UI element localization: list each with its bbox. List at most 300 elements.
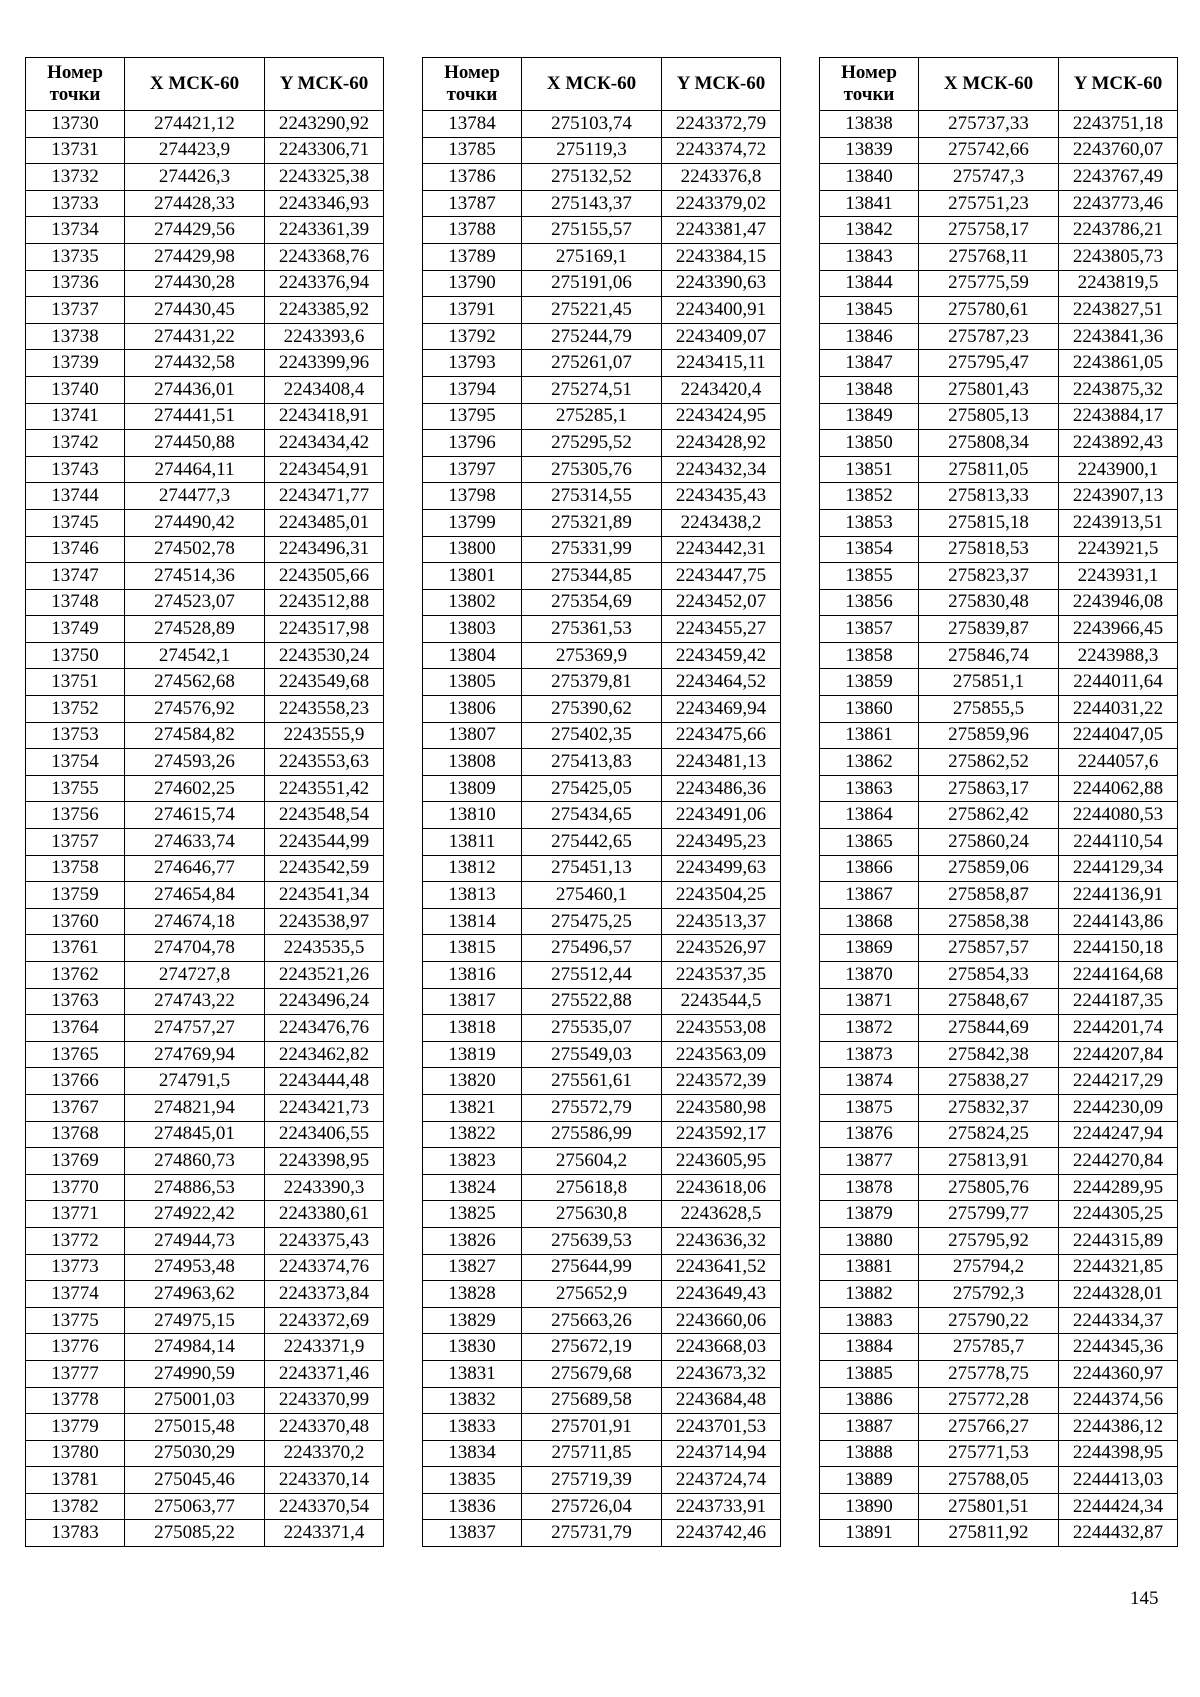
point-number-cell: 13860: [820, 696, 919, 723]
x-coordinate-cell: 275766,27: [919, 1414, 1059, 1441]
y-coordinate-cell: 2243408,4: [265, 376, 384, 403]
table-row: [26, 456, 384, 483]
table-row: [820, 962, 1178, 989]
point-number-cell: 13856: [820, 589, 919, 616]
x-coordinate-cell: 275652,9: [522, 1281, 662, 1308]
table-row: [820, 1360, 1178, 1387]
header-point-number: Номер точки: [820, 58, 919, 111]
y-coordinate-cell: 2243375,43: [265, 1227, 384, 1254]
y-coordinate-cell: 2243370,99: [265, 1387, 384, 1414]
x-coordinate-cell: 275261,07: [522, 350, 662, 377]
table-row: [423, 1121, 781, 1148]
point-number-cell: 13813: [423, 882, 522, 909]
x-coordinate-cell: 275742,66: [919, 137, 1059, 164]
table-row: [26, 775, 384, 802]
y-coordinate-cell: 2244011,64: [1059, 669, 1178, 696]
table-row: [820, 669, 1178, 696]
x-coordinate-cell: 274704,78: [125, 935, 265, 962]
y-coordinate-cell: 2244129,34: [1059, 855, 1178, 882]
point-number-cell: 13763: [26, 988, 125, 1015]
table-body: [26, 111, 384, 1547]
point-number-cell: 13890: [820, 1493, 919, 1520]
point-number-cell: 13811: [423, 829, 522, 856]
table-row: [423, 270, 781, 297]
point-number-cell: 13861: [820, 722, 919, 749]
y-coordinate-cell: 2244334,37: [1059, 1307, 1178, 1334]
point-number-cell: 13823: [423, 1148, 522, 1175]
table-row: [820, 323, 1178, 350]
table-row: [423, 1307, 781, 1334]
table-row: [820, 1094, 1178, 1121]
point-number-cell: 13786: [423, 164, 522, 191]
point-number-cell: 13777: [26, 1360, 125, 1387]
point-number-cell: 13784: [423, 111, 522, 138]
x-coordinate-cell: 275132,52: [522, 164, 662, 191]
point-number-cell: 13789: [423, 243, 522, 270]
point-number-cell: 13848: [820, 376, 919, 403]
table-row: [820, 642, 1178, 669]
y-coordinate-cell: 2243673,32: [662, 1360, 781, 1387]
point-number-cell: 13782: [26, 1493, 125, 1520]
point-number-cell: 13822: [423, 1121, 522, 1148]
y-coordinate-cell: 2243398,95: [265, 1148, 384, 1175]
table-row: [423, 1068, 781, 1095]
y-coordinate-cell: 2243558,23: [265, 696, 384, 723]
x-coordinate-cell: 275295,52: [522, 430, 662, 457]
y-coordinate-cell: 2244047,05: [1059, 722, 1178, 749]
x-coordinate-cell: 275772,28: [919, 1387, 1059, 1414]
y-coordinate-cell: 2243374,72: [662, 137, 781, 164]
x-coordinate-cell: 275824,25: [919, 1121, 1059, 1148]
point-number-cell: 13816: [423, 962, 522, 989]
table-row: [26, 855, 384, 882]
table-row: [26, 616, 384, 643]
table-row: [820, 456, 1178, 483]
x-coordinate-cell: 275321,89: [522, 509, 662, 536]
x-coordinate-cell: 274984,14: [125, 1334, 265, 1361]
point-number-cell: 13844: [820, 270, 919, 297]
point-number-cell: 13749: [26, 616, 125, 643]
point-number-cell: 13830: [423, 1334, 522, 1361]
x-coordinate-cell: 275795,47: [919, 350, 1059, 377]
y-coordinate-cell: 2243373,84: [265, 1281, 384, 1308]
point-number-cell: 13755: [26, 775, 125, 802]
y-coordinate-cell: 2243428,92: [662, 430, 781, 457]
x-coordinate-cell: 275747,3: [919, 164, 1059, 191]
point-number-cell: 13845: [820, 297, 919, 324]
table-row: [820, 350, 1178, 377]
table-row: [423, 669, 781, 696]
x-coordinate-cell: 274757,27: [125, 1015, 265, 1042]
table-row: [820, 243, 1178, 270]
y-coordinate-cell: 2244217,29: [1059, 1068, 1178, 1095]
table-row: [26, 935, 384, 962]
y-coordinate-cell: 2243306,71: [265, 137, 384, 164]
header-x-coordinate: X МСК-60: [125, 58, 265, 111]
y-coordinate-cell: 2244187,35: [1059, 988, 1178, 1015]
y-coordinate-cell: 2243773,46: [1059, 190, 1178, 217]
y-coordinate-cell: 2244345,36: [1059, 1334, 1178, 1361]
point-number-cell: 13743: [26, 456, 125, 483]
point-number-cell: 13736: [26, 270, 125, 297]
y-coordinate-cell: 2243496,31: [265, 536, 384, 563]
x-coordinate-cell: 274727,8: [125, 962, 265, 989]
x-coordinate-cell: 274428,33: [125, 190, 265, 217]
y-coordinate-cell: 2243517,98: [265, 616, 384, 643]
x-coordinate-cell: 274421,12: [125, 111, 265, 138]
y-coordinate-cell: 2243786,21: [1059, 217, 1178, 244]
table-row: [423, 403, 781, 430]
point-number-cell: 13847: [820, 350, 919, 377]
x-coordinate-cell: 275191,06: [522, 270, 662, 297]
x-coordinate-cell: 275522,88: [522, 988, 662, 1015]
x-coordinate-cell: 275143,37: [522, 190, 662, 217]
point-number-cell: 13746: [26, 536, 125, 563]
y-coordinate-cell: 2243485,01: [265, 509, 384, 536]
table-row: [820, 1307, 1178, 1334]
y-coordinate-cell: 2243636,32: [662, 1227, 781, 1254]
table-row: [820, 137, 1178, 164]
point-number-cell: 13834: [423, 1440, 522, 1467]
point-number-cell: 13801: [423, 563, 522, 590]
x-coordinate-cell: 275314,55: [522, 483, 662, 510]
x-coordinate-cell: 275442,65: [522, 829, 662, 856]
x-coordinate-cell: 275857,57: [919, 935, 1059, 962]
point-number-cell: 13849: [820, 403, 919, 430]
y-coordinate-cell: 2243760,07: [1059, 137, 1178, 164]
table-row: [26, 137, 384, 164]
table-row: [820, 1414, 1178, 1441]
table-row: [820, 1281, 1178, 1308]
point-number-cell: 13748: [26, 589, 125, 616]
y-coordinate-cell: 2243370,48: [265, 1414, 384, 1441]
table-row: [820, 1121, 1178, 1148]
x-coordinate-cell: 274431,22: [125, 323, 265, 350]
y-coordinate-cell: 2244062,88: [1059, 775, 1178, 802]
table-row: [26, 1094, 384, 1121]
y-coordinate-cell: 2243649,43: [662, 1281, 781, 1308]
y-coordinate-cell: 2243946,08: [1059, 589, 1178, 616]
point-number-cell: 13870: [820, 962, 919, 989]
point-number-cell: 13835: [423, 1467, 522, 1494]
table-row: [26, 483, 384, 510]
x-coordinate-cell: 274432,58: [125, 350, 265, 377]
table-row: [423, 1201, 781, 1228]
x-coordinate-cell: 275496,57: [522, 935, 662, 962]
y-coordinate-cell: 2243537,35: [662, 962, 781, 989]
point-number-cell: 13859: [820, 669, 919, 696]
table-row: [26, 1121, 384, 1148]
table-row: [26, 642, 384, 669]
x-coordinate-cell: 275460,1: [522, 882, 662, 909]
table-row: [26, 403, 384, 430]
x-coordinate-cell: 274821,94: [125, 1094, 265, 1121]
x-coordinate-cell: 275719,39: [522, 1467, 662, 1494]
point-number-cell: 13798: [423, 483, 522, 510]
table-row: [423, 509, 781, 536]
point-number-cell: 13863: [820, 775, 919, 802]
x-coordinate-cell: 275842,38: [919, 1041, 1059, 1068]
table-row: [423, 1467, 781, 1494]
point-number-cell: 13879: [820, 1201, 919, 1228]
x-coordinate-cell: 275119,3: [522, 137, 662, 164]
table-header-row: [423, 58, 781, 111]
x-coordinate-cell: 275794,2: [919, 1254, 1059, 1281]
y-coordinate-cell: 2243462,82: [265, 1041, 384, 1068]
x-coordinate-cell: 275369,9: [522, 642, 662, 669]
y-coordinate-cell: 2243512,88: [265, 589, 384, 616]
x-coordinate-cell: 275860,24: [919, 829, 1059, 856]
table-row: [423, 908, 781, 935]
x-coordinate-cell: 275425,05: [522, 775, 662, 802]
y-coordinate-cell: 2243444,48: [265, 1068, 384, 1095]
point-number-cell: 13826: [423, 1227, 522, 1254]
table-row: [26, 1440, 384, 1467]
x-coordinate-cell: 274441,51: [125, 403, 265, 430]
point-number-cell: 13840: [820, 164, 919, 191]
point-number-cell: 13850: [820, 430, 919, 457]
y-coordinate-cell: 2243424,95: [662, 403, 781, 430]
point-number-cell: 13832: [423, 1387, 522, 1414]
x-coordinate-cell: 275361,53: [522, 616, 662, 643]
table-row: [26, 1360, 384, 1387]
y-coordinate-cell: 2243370,2: [265, 1440, 384, 1467]
y-coordinate-cell: 2244424,34: [1059, 1493, 1178, 1520]
point-number-cell: 13853: [820, 509, 919, 536]
x-coordinate-cell: 274576,92: [125, 696, 265, 723]
point-number-cell: 13754: [26, 749, 125, 776]
table-row: [26, 430, 384, 457]
table-body: [820, 111, 1178, 1547]
table-row: [820, 616, 1178, 643]
y-coordinate-cell: 2243841,36: [1059, 323, 1178, 350]
table-row: [26, 190, 384, 217]
y-coordinate-cell: 2243481,13: [662, 749, 781, 776]
x-coordinate-cell: 275795,92: [919, 1227, 1059, 1254]
table-row: [820, 1174, 1178, 1201]
table-row: [820, 190, 1178, 217]
table-row: [26, 1254, 384, 1281]
y-coordinate-cell: 2243376,8: [662, 164, 781, 191]
point-number-cell: 13827: [423, 1254, 522, 1281]
y-coordinate-cell: 2243563,09: [662, 1041, 781, 1068]
y-coordinate-cell: 2243454,91: [265, 456, 384, 483]
table-row: [423, 376, 781, 403]
y-coordinate-cell: 2243376,94: [265, 270, 384, 297]
point-number-cell: 13808: [423, 749, 522, 776]
y-coordinate-cell: 2243385,92: [265, 297, 384, 324]
table-row: [820, 563, 1178, 590]
y-coordinate-cell: 2243751,18: [1059, 111, 1178, 138]
table-row: [26, 988, 384, 1015]
point-number-cell: 13745: [26, 509, 125, 536]
x-coordinate-cell: 274523,07: [125, 589, 265, 616]
y-coordinate-cell: 2243668,03: [662, 1334, 781, 1361]
y-coordinate-cell: 2243553,08: [662, 1015, 781, 1042]
x-coordinate-cell: 275390,62: [522, 696, 662, 723]
table-row: [820, 1041, 1178, 1068]
x-coordinate-cell: 275787,23: [919, 323, 1059, 350]
y-coordinate-cell: 2244080,53: [1059, 802, 1178, 829]
table-row: [423, 111, 781, 138]
point-number-cell: 13803: [423, 616, 522, 643]
point-number-cell: 13790: [423, 270, 522, 297]
point-number-cell: 13757: [26, 829, 125, 856]
y-coordinate-cell: 2244374,56: [1059, 1387, 1178, 1414]
point-number-cell: 13833: [423, 1414, 522, 1441]
table-row: [820, 589, 1178, 616]
y-coordinate-cell: 2243370,14: [265, 1467, 384, 1494]
table-row: [26, 270, 384, 297]
table-row: [423, 988, 781, 1015]
table-body: [423, 111, 781, 1547]
table-row: [26, 882, 384, 909]
header-y-coordinate: Y МСК-60: [1059, 58, 1178, 111]
x-coordinate-cell: 275711,85: [522, 1440, 662, 1467]
y-coordinate-cell: 2244432,87: [1059, 1520, 1178, 1547]
point-number-cell: 13799: [423, 509, 522, 536]
y-coordinate-cell: 2243418,91: [265, 403, 384, 430]
point-number-cell: 13854: [820, 536, 919, 563]
point-number-cell: 13737: [26, 297, 125, 324]
x-coordinate-cell: 275689,58: [522, 1387, 662, 1414]
table-row: [820, 1387, 1178, 1414]
point-number-cell: 13829: [423, 1307, 522, 1334]
x-coordinate-cell: 275805,13: [919, 403, 1059, 430]
table-row: [423, 430, 781, 457]
table-row: [423, 642, 781, 669]
y-coordinate-cell: 2243827,51: [1059, 297, 1178, 324]
point-number-cell: 13843: [820, 243, 919, 270]
x-coordinate-cell: 274922,42: [125, 1201, 265, 1228]
table-row: [26, 1174, 384, 1201]
page-number: 145: [1130, 1588, 1159, 1609]
y-coordinate-cell: 2243476,76: [265, 1015, 384, 1042]
x-coordinate-cell: 275859,06: [919, 855, 1059, 882]
x-coordinate-cell: 275758,17: [919, 217, 1059, 244]
point-number-cell: 13758: [26, 855, 125, 882]
x-coordinate-cell: 275045,46: [125, 1467, 265, 1494]
y-coordinate-cell: 2244315,89: [1059, 1227, 1178, 1254]
table-row: [423, 882, 781, 909]
y-coordinate-cell: 2243742,46: [662, 1520, 781, 1547]
header-y-coordinate: Y МСК-60: [265, 58, 384, 111]
x-coordinate-cell: 275790,22: [919, 1307, 1059, 1334]
point-number-cell: 13815: [423, 935, 522, 962]
y-coordinate-cell: 2244150,18: [1059, 935, 1178, 962]
point-number-cell: 13788: [423, 217, 522, 244]
point-number-cell: 13862: [820, 749, 919, 776]
y-coordinate-cell: 2243701,53: [662, 1414, 781, 1441]
x-coordinate-cell: 275561,61: [522, 1068, 662, 1095]
y-coordinate-cell: 2243819,5: [1059, 270, 1178, 297]
x-coordinate-cell: 275274,51: [522, 376, 662, 403]
table-row: [26, 1068, 384, 1095]
x-coordinate-cell: 275331,99: [522, 536, 662, 563]
table-row: [423, 829, 781, 856]
table-row: [423, 1281, 781, 1308]
y-coordinate-cell: 2243505,66: [265, 563, 384, 590]
table-row: [423, 243, 781, 270]
x-coordinate-cell: 275731,79: [522, 1520, 662, 1547]
y-coordinate-cell: 2243406,55: [265, 1121, 384, 1148]
y-coordinate-cell: 2244207,84: [1059, 1041, 1178, 1068]
table-row: [26, 962, 384, 989]
point-number-cell: 13771: [26, 1201, 125, 1228]
y-coordinate-cell: 2243381,47: [662, 217, 781, 244]
y-coordinate-cell: 2243767,49: [1059, 164, 1178, 191]
y-coordinate-cell: 2243714,94: [662, 1440, 781, 1467]
y-coordinate-cell: 2244270,84: [1059, 1148, 1178, 1175]
table-row: [820, 376, 1178, 403]
point-number-cell: 13740: [26, 376, 125, 403]
y-coordinate-cell: 2243931,1: [1059, 563, 1178, 590]
x-coordinate-cell: 274975,15: [125, 1307, 265, 1334]
point-number-cell: 13750: [26, 642, 125, 669]
x-coordinate-cell: 274430,45: [125, 297, 265, 324]
y-coordinate-cell: 2243535,5: [265, 935, 384, 962]
point-number-cell: 13869: [820, 935, 919, 962]
point-number-cell: 13768: [26, 1121, 125, 1148]
table-row: [820, 908, 1178, 935]
x-coordinate-cell: 274514,36: [125, 563, 265, 590]
point-number-cell: 13733: [26, 190, 125, 217]
y-coordinate-cell: 2244289,95: [1059, 1174, 1178, 1201]
x-coordinate-cell: 275434,65: [522, 802, 662, 829]
point-number-cell: 13742: [26, 430, 125, 457]
point-number-cell: 13877: [820, 1148, 919, 1175]
table-row: [820, 722, 1178, 749]
y-coordinate-cell: 2244136,91: [1059, 882, 1178, 909]
table-row: [423, 1493, 781, 1520]
x-coordinate-cell: 275768,11: [919, 243, 1059, 270]
y-coordinate-cell: 2243380,61: [265, 1201, 384, 1228]
point-number-cell: 13756: [26, 802, 125, 829]
table-row: [820, 696, 1178, 723]
point-number-cell: 13810: [423, 802, 522, 829]
x-coordinate-cell: 275221,45: [522, 297, 662, 324]
y-coordinate-cell: 2243861,05: [1059, 350, 1178, 377]
table-row: [26, 350, 384, 377]
table-row: [423, 722, 781, 749]
y-coordinate-cell: 2243628,5: [662, 1201, 781, 1228]
point-number-cell: 13792: [423, 323, 522, 350]
y-coordinate-cell: 2243491,06: [662, 802, 781, 829]
y-coordinate-cell: 2243420,4: [662, 376, 781, 403]
x-coordinate-cell: 275862,42: [919, 802, 1059, 829]
point-number-cell: 13795: [423, 403, 522, 430]
table-row: [820, 403, 1178, 430]
y-coordinate-cell: 2243921,5: [1059, 536, 1178, 563]
table-row: [423, 190, 781, 217]
x-coordinate-cell: 275815,18: [919, 509, 1059, 536]
table-row: [820, 802, 1178, 829]
point-number-cell: 13765: [26, 1041, 125, 1068]
x-coordinate-cell: 274990,59: [125, 1360, 265, 1387]
table-row: [423, 456, 781, 483]
table-row: [423, 1440, 781, 1467]
point-number-cell: 13807: [423, 722, 522, 749]
x-coordinate-cell: 274654,84: [125, 882, 265, 909]
point-number-cell: 13885: [820, 1360, 919, 1387]
x-coordinate-cell: 275639,53: [522, 1227, 662, 1254]
y-coordinate-cell: 2243471,77: [265, 483, 384, 510]
y-coordinate-cell: 2243544,5: [662, 988, 781, 1015]
point-number-cell: 13770: [26, 1174, 125, 1201]
point-number-cell: 13781: [26, 1467, 125, 1494]
table-row: [820, 935, 1178, 962]
table-row: [423, 164, 781, 191]
